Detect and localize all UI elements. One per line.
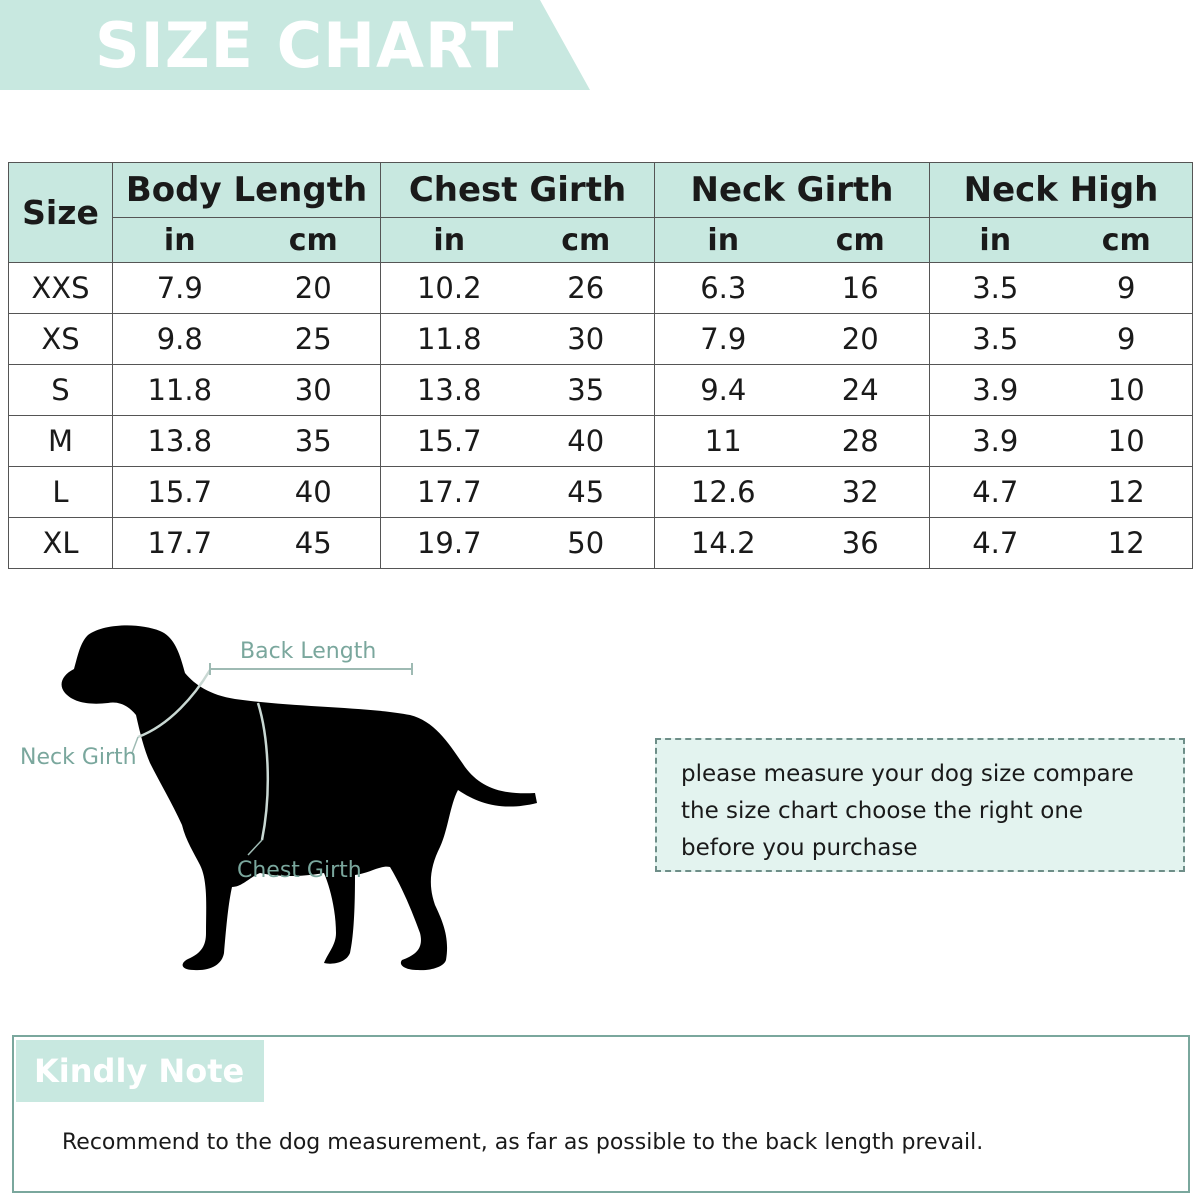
value-cell: 12.6 xyxy=(655,467,792,518)
value-cell: 28 xyxy=(792,416,930,467)
value-cell: 6.3 xyxy=(655,263,792,314)
value-cell: 7.9 xyxy=(113,263,247,314)
value-cell: 9.8 xyxy=(113,314,247,365)
value-cell: 25 xyxy=(247,314,381,365)
value-cell: 19.7 xyxy=(381,518,518,569)
size-chart-table xyxy=(8,162,1193,569)
value-cell: 17.7 xyxy=(381,467,518,518)
value-cell: 35 xyxy=(247,416,381,467)
table-row xyxy=(9,518,1193,569)
back-length-label: Back Length xyxy=(240,639,377,664)
value-cell: 20 xyxy=(792,314,930,365)
value-cell: 9 xyxy=(1061,314,1193,365)
size-cell: L xyxy=(9,467,113,518)
value-cell: 4.7 xyxy=(930,467,1061,518)
value-cell: 17.7 xyxy=(113,518,247,569)
unit-header-cm: cm xyxy=(792,218,930,263)
value-cell: 3.9 xyxy=(930,365,1061,416)
value-cell: 15.7 xyxy=(381,416,518,467)
value-cell: 11.8 xyxy=(381,314,518,365)
unit-header-in: in xyxy=(381,218,518,263)
value-cell: 11 xyxy=(655,416,792,467)
unit-header-cm: cm xyxy=(247,218,381,263)
dog-measurement-diagram xyxy=(10,615,570,990)
value-cell: 32 xyxy=(792,467,930,518)
size-column-header: Size xyxy=(9,163,113,263)
size-cell: XXS xyxy=(9,263,113,314)
neck-girth-header: Neck Girth xyxy=(655,163,930,218)
value-cell: 10 xyxy=(1061,416,1193,467)
value-cell: 13.8 xyxy=(381,365,518,416)
body-length-header: Body Length xyxy=(113,163,381,218)
page-title: SIZE CHART xyxy=(95,9,515,82)
value-cell: 3.5 xyxy=(930,263,1061,314)
table-row xyxy=(9,467,1193,518)
value-cell: 13.8 xyxy=(113,416,247,467)
neck-high-header: Neck High xyxy=(930,163,1193,218)
measure-note-text: please measure your dog size compare the size chart choose the right one before you purchase xyxy=(681,761,1134,861)
table-row xyxy=(9,365,1193,416)
value-cell: 10.2 xyxy=(381,263,518,314)
value-cell: 24 xyxy=(792,365,930,416)
size-cell: XS xyxy=(9,314,113,365)
unit-header-cm: cm xyxy=(1061,218,1193,263)
value-cell: 40 xyxy=(518,416,655,467)
table-row xyxy=(9,416,1193,467)
value-cell: 15.7 xyxy=(113,467,247,518)
unit-header-in: in xyxy=(655,218,792,263)
size-cell: M xyxy=(9,416,113,467)
value-cell: 4.7 xyxy=(930,518,1061,569)
value-cell: 40 xyxy=(247,467,381,518)
value-cell: 9 xyxy=(1061,263,1193,314)
value-cell: 3.9 xyxy=(930,416,1061,467)
kindly-note-text: Recommend to the dog measurement, as far as possible to the back length prevail. xyxy=(62,1130,984,1155)
unit-header-in: in xyxy=(930,218,1061,263)
chest-girth-label: Chest Girth xyxy=(237,858,362,883)
value-cell: 30 xyxy=(247,365,381,416)
neck-girth-label: Neck Girth xyxy=(20,745,137,770)
value-cell: 16 xyxy=(792,263,930,314)
table-row xyxy=(9,263,1193,314)
value-cell: 45 xyxy=(518,467,655,518)
value-cell: 50 xyxy=(518,518,655,569)
value-cell: 36 xyxy=(792,518,930,569)
value-cell: 45 xyxy=(247,518,381,569)
value-cell: 12 xyxy=(1061,467,1193,518)
value-cell: 10 xyxy=(1061,365,1193,416)
kindly-note-title: Kindly Note xyxy=(34,1052,245,1090)
value-cell: 20 xyxy=(247,263,381,314)
value-cell: 3.5 xyxy=(930,314,1061,365)
unit-header-in: in xyxy=(113,218,247,263)
table-row xyxy=(9,314,1193,365)
size-cell: XL xyxy=(9,518,113,569)
chest-girth-header: Chest Girth xyxy=(381,163,655,218)
value-cell: 30 xyxy=(518,314,655,365)
value-cell: 12 xyxy=(1061,518,1193,569)
size-cell: S xyxy=(9,365,113,416)
dog-silhouette-icon xyxy=(10,615,570,990)
value-cell: 9.4 xyxy=(655,365,792,416)
measure-note-box xyxy=(655,738,1185,872)
value-cell: 35 xyxy=(518,365,655,416)
unit-header-cm: cm xyxy=(518,218,655,263)
value-cell: 14.2 xyxy=(655,518,792,569)
value-cell: 7.9 xyxy=(655,314,792,365)
value-cell: 11.8 xyxy=(113,365,247,416)
value-cell: 26 xyxy=(518,263,655,314)
